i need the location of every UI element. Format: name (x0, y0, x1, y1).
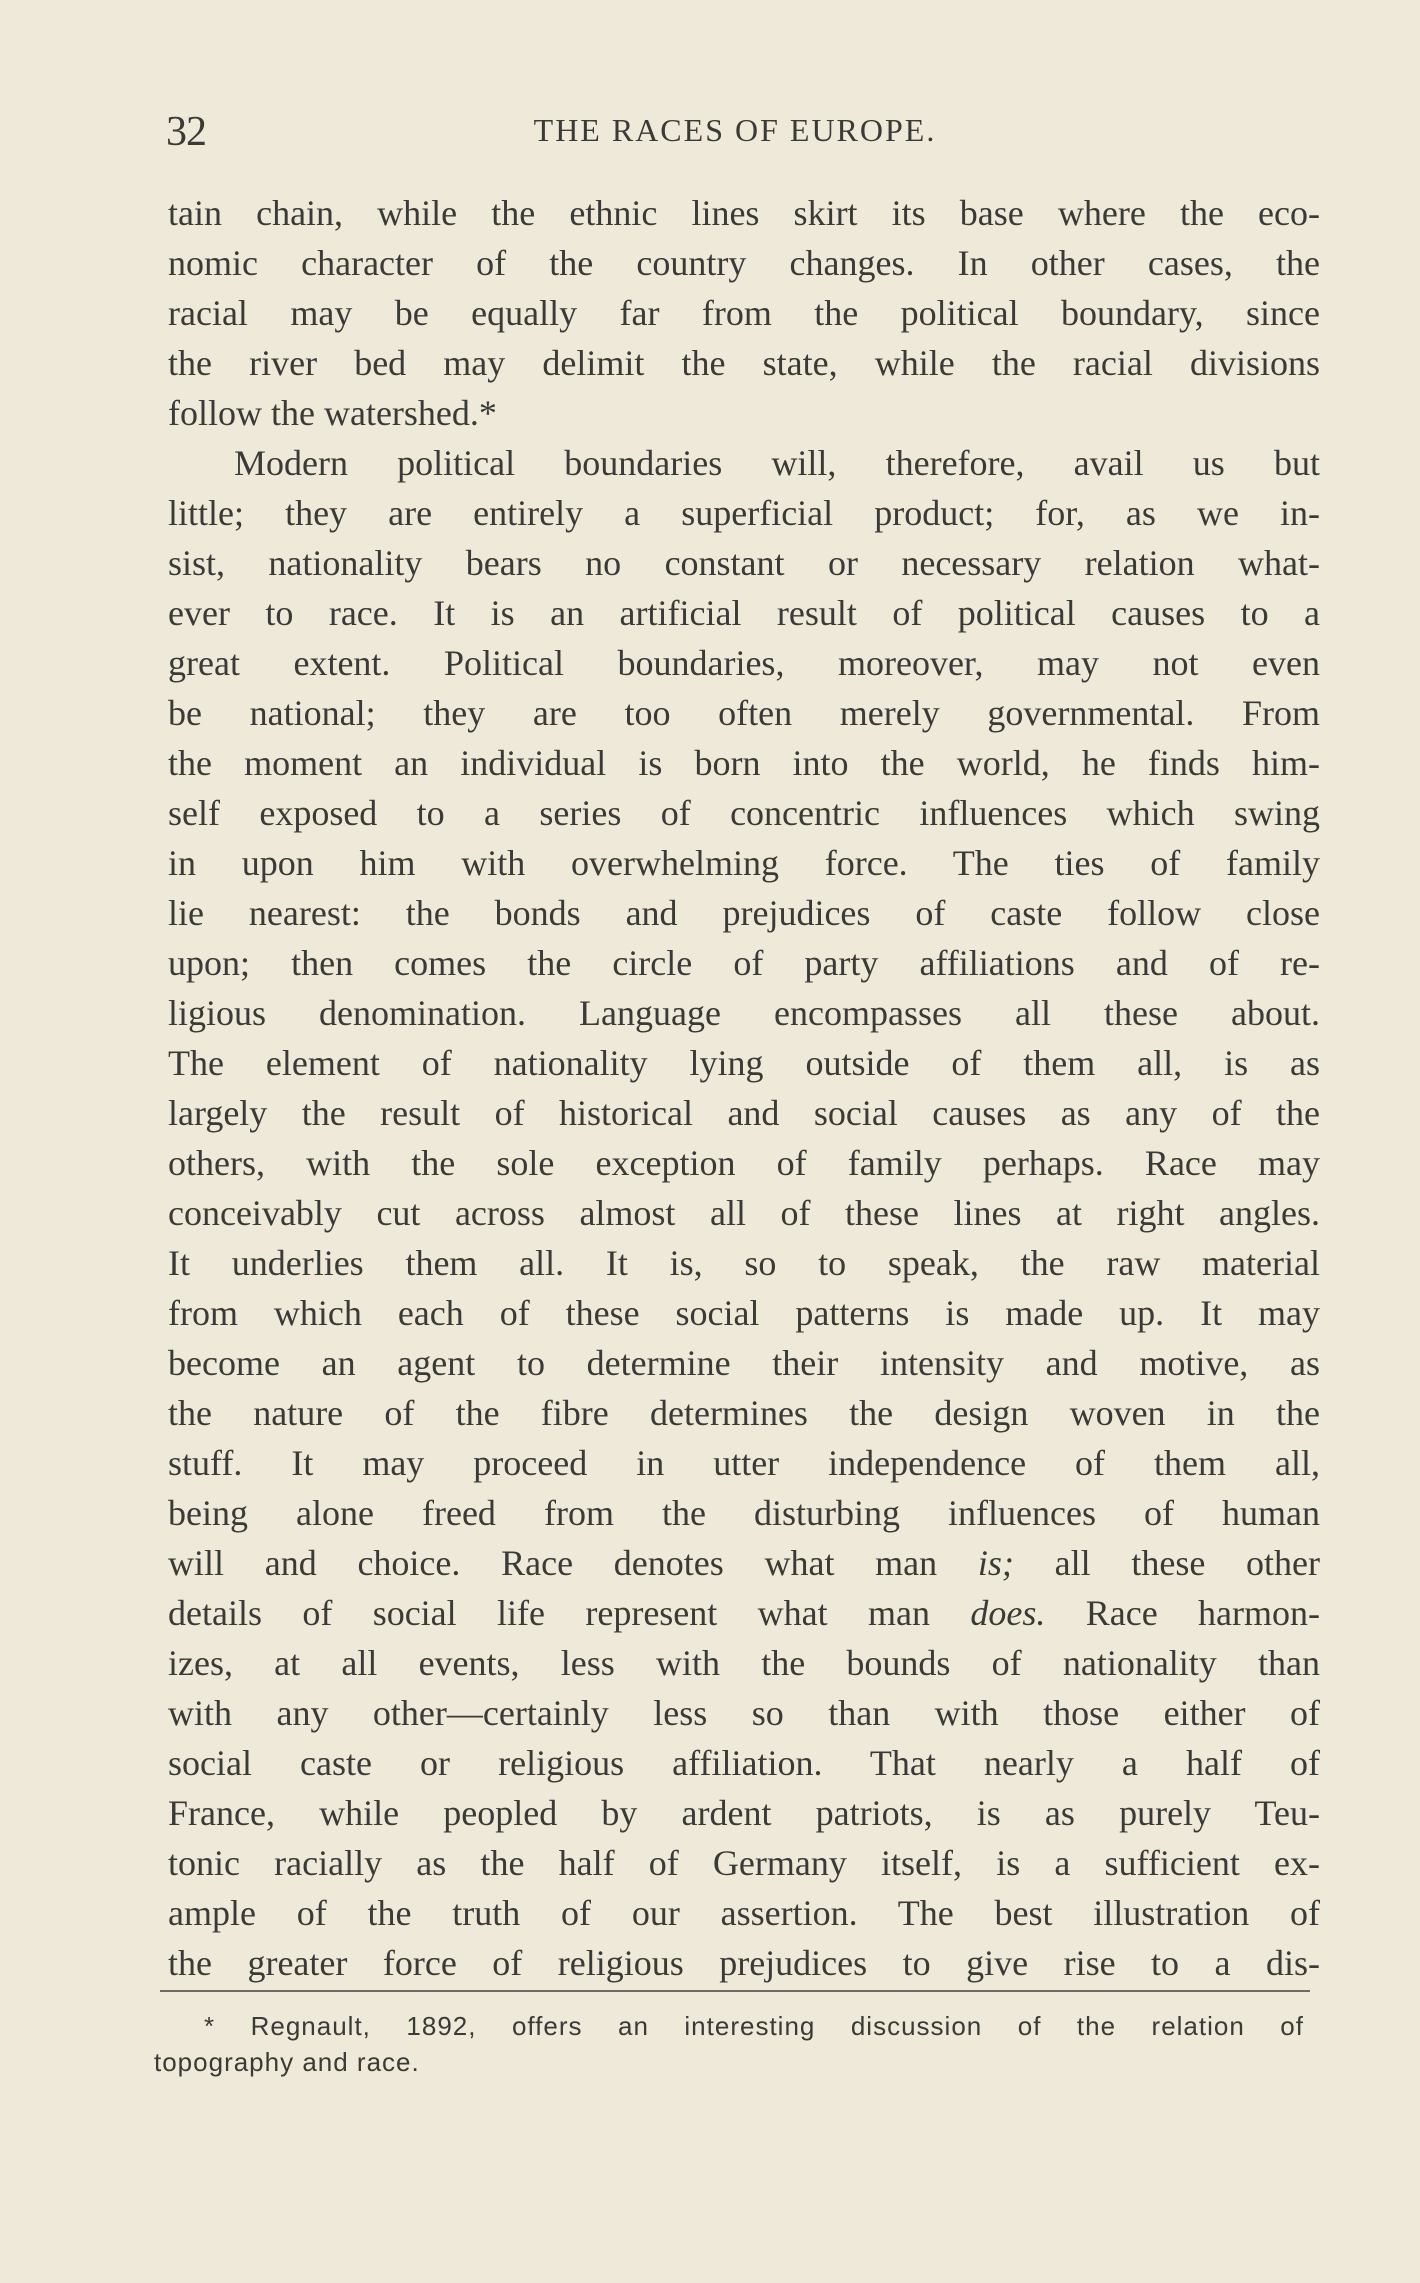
text-line: with any other—certainly less so than with those either of (168, 1693, 1320, 1733)
text-line: the nature of the fibre determines the design woven in the (168, 1393, 1320, 1433)
text-line: izes, at all events, less with the bounds of nationality than (168, 1643, 1320, 1683)
text-line: largely the result of historical and social causes as any of the (168, 1093, 1320, 1133)
text-line: being alone freed from the disturbing influences of human (168, 1493, 1320, 1533)
italic-word: is; (977, 1543, 1014, 1583)
text-line: tain chain, while the ethnic lines skirt its base where the eco- (168, 193, 1320, 233)
footnote (154, 2008, 1304, 2080)
text-line: little; they are entirely a superficial product; for, as we in- (168, 493, 1320, 533)
text-line (168, 1538, 1320, 1588)
text-line: social caste or religious affiliation. That nearly a half of (168, 1743, 1320, 1783)
text-segment: Race harmon- (1085, 1593, 1321, 1633)
text-line: It underlies them all. It is, so to speak, the raw material (168, 1243, 1320, 1283)
text-line: stuff. It may proceed in utter independence of them all, (168, 1443, 1320, 1483)
text-line: follow the watershed.* (168, 393, 497, 433)
text-line: conceivably cut across almost all of these lines at right angles. (168, 1193, 1320, 1233)
text-line: ample of the truth of our assertion. The best illustration of (168, 1893, 1320, 1933)
text-line: tonic racially as the half of Germany itself, is a sufficient ex- (168, 1843, 1320, 1883)
text-line: in upon him with overwhelming force. The ties of family (168, 843, 1320, 883)
text-line: ever to race. It is an artificial result of political causes to a (168, 593, 1320, 633)
text-line: from which each of these social patterns is made up. It may (168, 1293, 1320, 1333)
italic-word: does. (970, 1593, 1046, 1633)
text-line: upon; then comes the circle of party affiliations and of re- (168, 943, 1320, 983)
footnote-line: * Regnault, 1892, offers an interesting discussion of the relation of (204, 2011, 1304, 2041)
text-line: great extent. Political boundaries, moreover, may not even (168, 643, 1320, 683)
text-segment: details of social life represent what man (168, 1593, 930, 1633)
text-line (168, 1588, 1320, 1638)
text-line: the greater force of religious prejudices to give rise to a dis- (168, 1943, 1320, 1983)
text-segment: will and choice. Race denotes what man (168, 1543, 938, 1583)
running-head: THE RACES OF EUROPE. (533, 112, 937, 148)
text-line: racial may be equally far from the political boundary, since (168, 293, 1320, 333)
text-line: ligious denomination. Language encompasses all these about. (168, 993, 1320, 1033)
footnote-line: topography and race. (154, 2047, 420, 2077)
footnote-rule (160, 1990, 1310, 1992)
text-segment: all these other (1054, 1543, 1321, 1583)
text-line: France, while peopled by ardent patriots, is as purely Teu- (168, 1793, 1320, 1833)
text-line: the river bed may delimit the state, while the racial divisions (168, 343, 1320, 383)
text-line: self exposed to a series of concentric influences which swing (168, 793, 1320, 833)
text-line: become an agent to determine their intensity and motive, as (168, 1343, 1320, 1383)
text-line: nomic character of the country changes. In other cases, the (168, 243, 1320, 283)
text-line: others, with the sole exception of family perhaps. Race may (168, 1143, 1320, 1183)
text-line: sist, nationality bears no constant or necessary relation what- (168, 543, 1320, 583)
page-number: 32 (166, 109, 206, 155)
text-line: be national; they are too often merely governmental. From (168, 693, 1320, 733)
text-line: the moment an individual is born into the world, he finds him- (168, 743, 1320, 783)
body-text (168, 188, 1320, 1988)
text-line: The element of nationality lying outside of them all, is as (168, 1043, 1320, 1083)
text-line: lie nearest: the bonds and prejudices of caste follow close (168, 893, 1320, 933)
text-line: Modern political boundaries will, therefore, avail us but (234, 443, 1320, 483)
page-header (160, 104, 1310, 160)
